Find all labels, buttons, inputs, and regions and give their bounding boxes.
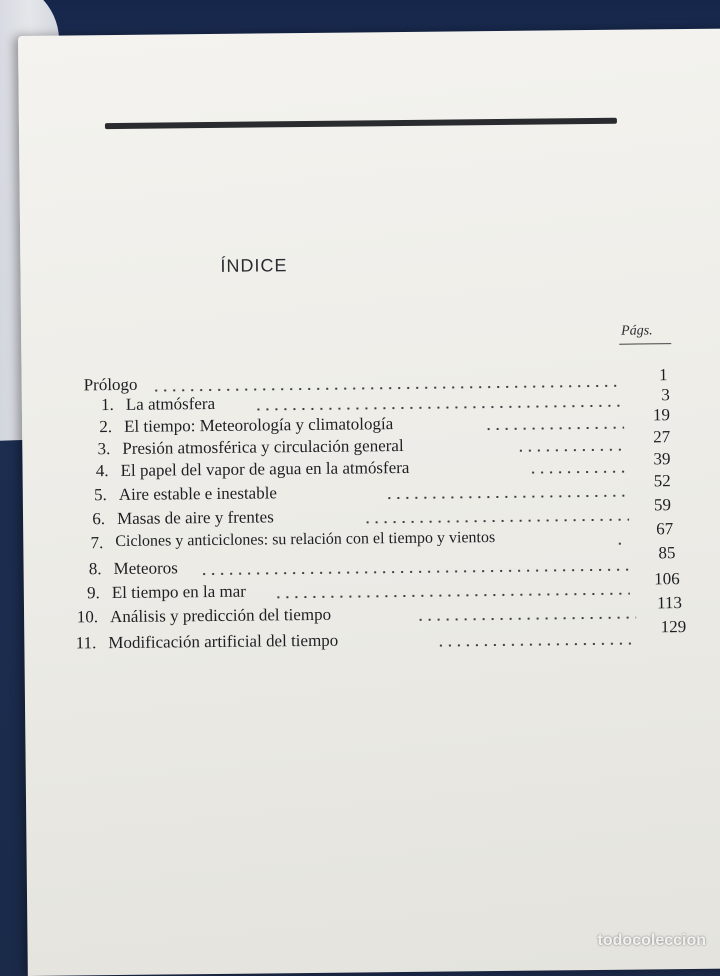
watermark-logo (598, 932, 706, 950)
toc-entry-label: El tiempo en la mar (111, 581, 247, 603)
toc-entry-page: 39 (653, 449, 671, 469)
toc-entry-number: 2. (99, 417, 113, 437)
toc-entry-label: Meteoros (113, 558, 178, 579)
book-page (18, 28, 720, 975)
toc-entry-number: 9. (86, 583, 100, 603)
toc-entry-label: Prólogo (83, 374, 138, 395)
toc-entry-label: El tiempo: Meteorología y climatología (123, 414, 394, 436)
toc-entry-page: 52 (653, 471, 671, 491)
toc-entry-number: 1. (101, 395, 114, 415)
toc-entry-label: Masas de aire y frentes (116, 507, 274, 528)
toc-entry-number: 7. (90, 533, 104, 553)
pages-label-underline (619, 343, 671, 345)
leader-dots (436, 643, 636, 647)
toc-entry-label: Aire estable e inestable (118, 483, 278, 504)
toc-entry-number: 4. (95, 461, 109, 481)
toc-entry-label: El papel del vapor de agua en la atmósfera (120, 457, 410, 480)
toc-entry-number: 6. (92, 509, 106, 529)
leader-dots (385, 495, 629, 500)
watermark-text: todocoleccion (597, 932, 706, 949)
toc-entry-number: 3. (97, 439, 111, 459)
toc-entry-page: 59 (653, 495, 672, 515)
toc-entry-number: 5. (93, 485, 107, 505)
leader-dots (200, 569, 630, 576)
top-rule (105, 118, 617, 129)
toc-entry-page: 1 (658, 365, 668, 385)
toc-entry-page: 129 (660, 617, 687, 637)
toc-entry-page: 67 (656, 519, 674, 539)
toc-entry-label: Modificación artificial del tiempo (108, 630, 339, 653)
toc-entry-label: Ciclones y anticiclones: su relación con el tiempo y vientos (115, 529, 496, 551)
toc-entry-label: La atmósfera (125, 393, 216, 414)
leader-dots (484, 427, 624, 430)
toc-entry-number: 8. (88, 559, 102, 579)
toc-entry-label: Análisis y predicción del tiempo (109, 604, 332, 627)
page-title: ÍNDICE (220, 255, 288, 276)
leader-dots (516, 449, 624, 452)
pages-column-label: Págs. (621, 323, 653, 339)
toc-entry-page: 19 (652, 405, 671, 425)
toc-entry-label: Presión atmosférica y circulación general (122, 435, 404, 458)
leader-dots (254, 405, 626, 411)
toc-entry-number: 10. (76, 607, 99, 627)
leader-dots (416, 617, 636, 621)
leader-dots (274, 593, 630, 599)
toc-entry-page: 27 (653, 427, 671, 447)
toc-entry-page: 85 (658, 543, 676, 563)
toc-entry-page: 3 (661, 385, 670, 405)
leader-dots (529, 471, 627, 474)
toc-entry-page: 113 (656, 593, 683, 613)
table-of-contents (22, 365, 720, 653)
leader-dots (363, 519, 629, 524)
toc-entry-number: 11. (75, 633, 97, 653)
toc-entry-page: 106 (654, 569, 680, 589)
